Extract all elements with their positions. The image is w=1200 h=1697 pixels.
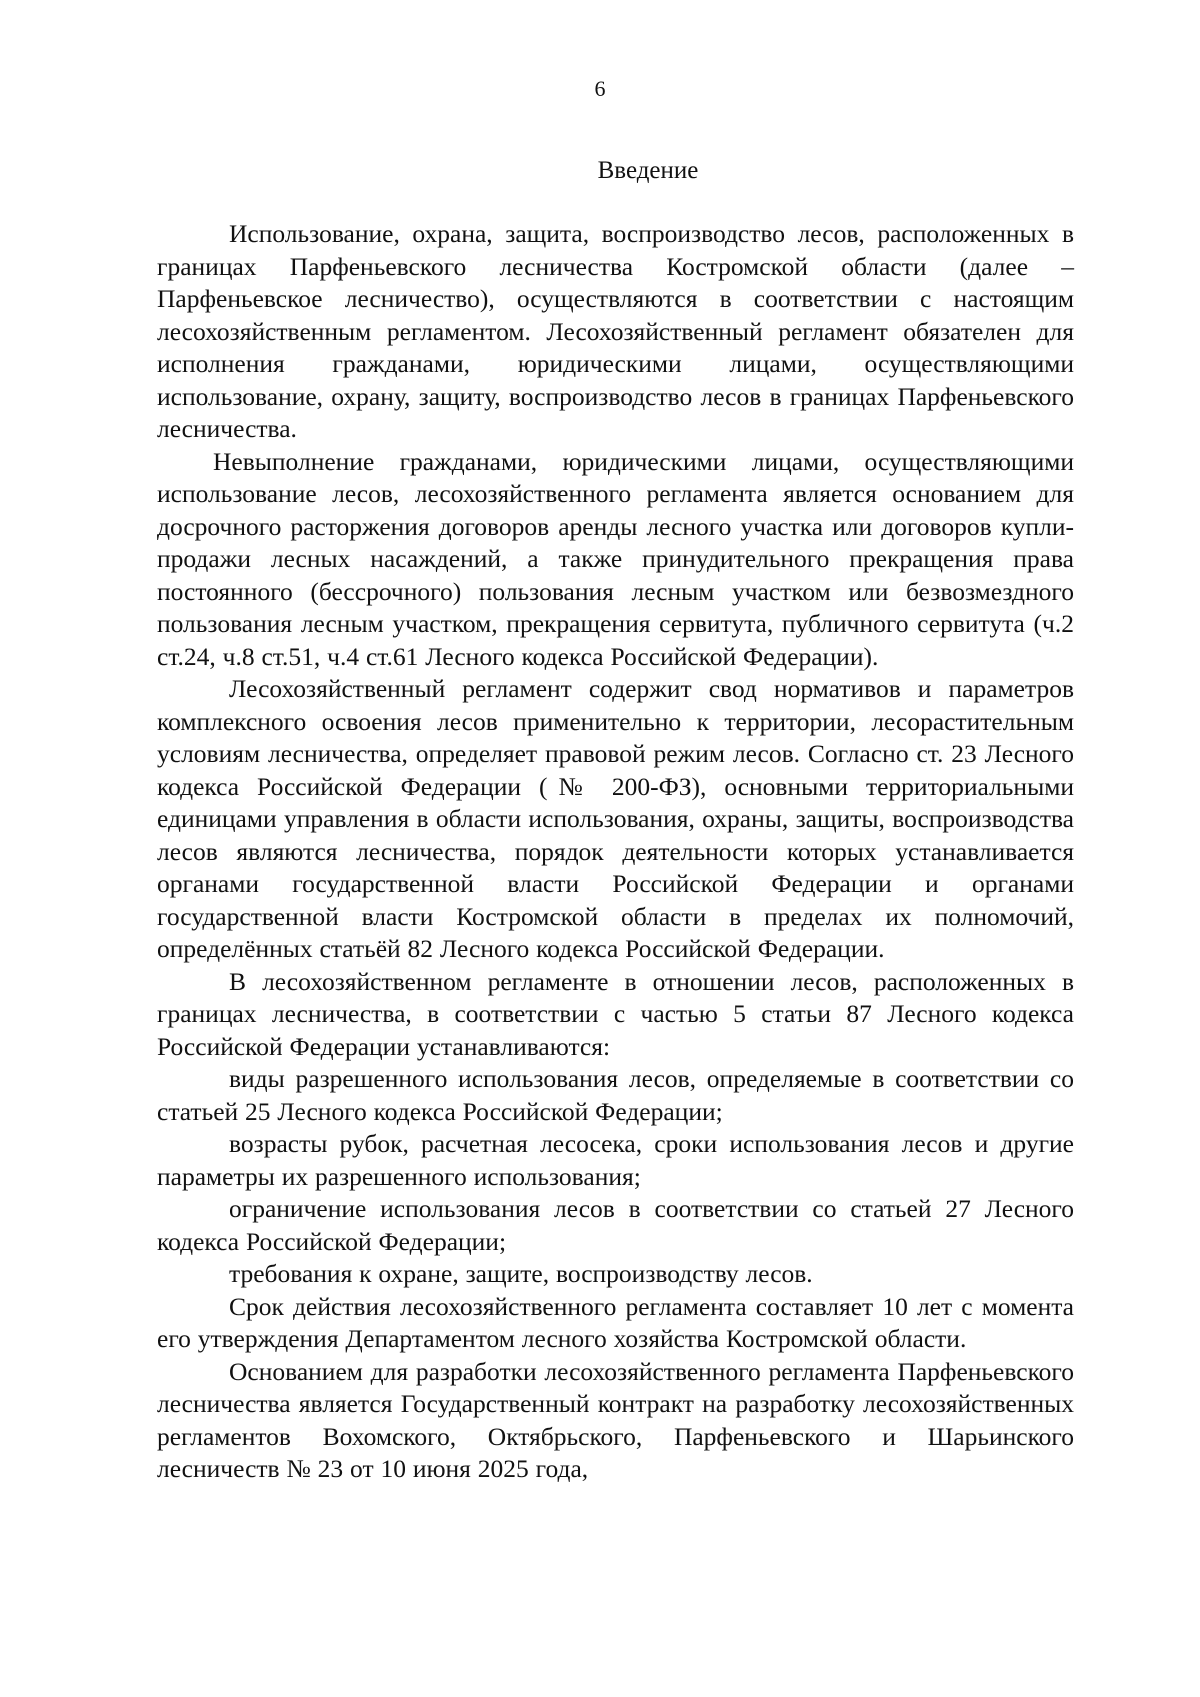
section-heading: Введение (597, 157, 699, 184)
paragraph-regulation-content: Лесохозяйственный регламент содержит свод нормативов и параметров комплексного освоения лесов применительно к территории, лесорастительным условиям лесничества, определяет правовой режим лесов. Согласно ст. 23 Лесного кодекса Российской Федерации (№ 200-ФЗ), основными территориальными единицами управления в области использования, охраны, защиты, воспроизводства лесов являются лесничества, порядок деятельности которых устанавливается органами государственной власти Российской Федерации и органами государственной власти Костромской области в пределах их полномочий, определённых статьёй 82 Лесного кодекса Российской Федерации. (157, 674, 1074, 963)
paragraph-validity-period: Срок действия лесохозяйственного регламента составляет 10 лет с момента его утверждения Департаментом лесного хозяйства Костромской области. (157, 1291, 1074, 1353)
page-number: 6 (594, 76, 606, 101)
list-item-protection-requirements: требования к охране, защите, воспроизводству лесов. (229, 1259, 813, 1288)
paragraph-violation: Невыполнение гражданами, юридическими лицами, осуществляющими использование лесов, лесохозяйственного регламента является основанием для досрочного расторжения договоров аренды лесного участка или договоров купли-продажи лесных насаждений, а также принудительного прекращения права постоянного (бессрочного) пользования лесным участком или безвозмездного пользования лесным участком, прекращения сервитута, публичного сервитута (ч.2 ст.24, ч.8 ст.51, ч.4 ст.61 Лесного кодекса Российской Федерации). (157, 446, 1074, 671)
list-item-use-restriction: ограничение использования лесов в соответствии со статьей 27 Лесного кодекса Российской Федерации; (157, 1194, 1074, 1256)
paragraph-established-items: В лесохозяйственном регламенте в отношении лесов, расположенных в границах лесничества, в соответствии с частью 5 статьи 87 Лесного кодекса Российской Федерации устанавливаются: (157, 966, 1074, 1061)
list-item-permitted-use: виды разрешенного использования лесов, определяемые в соответствии со статьей 25 Лесного кодекса Российской Федерации; (157, 1064, 1074, 1126)
paragraph-usage: Использование, охрана, защита, воспроизводство лесов, расположенных в границах Парфеньевского лесничества Костромской области (далее – Парфеньевское лесничество), осуществляются в соответствии с настоящим лесохозяйственным регламентом. Лесохозяйственный регламент обязателен для исполнения гражданами, юридическими лицами, осуществляющими использование, охрану, защиту, воспроизводство лесов в границах Парфеньевского лесничества. (157, 219, 1074, 443)
document-body (157, 218, 1074, 1486)
paragraph-basis: Основанием для разработки лесохозяйственного регламента Парфеньевского лесничества является Государственный контракт на разработку лесохозяйственных регламентов Вохомского, Октябрьского, Парфеньевского и Шарьинского лесничеств № 23 от 10 июня 2025 года, (157, 1356, 1074, 1483)
list-item-felling-age: возрасты рубок, расчетная лесосека, сроки использования лесов и другие параметры их разрешенного использования; (157, 1129, 1074, 1191)
